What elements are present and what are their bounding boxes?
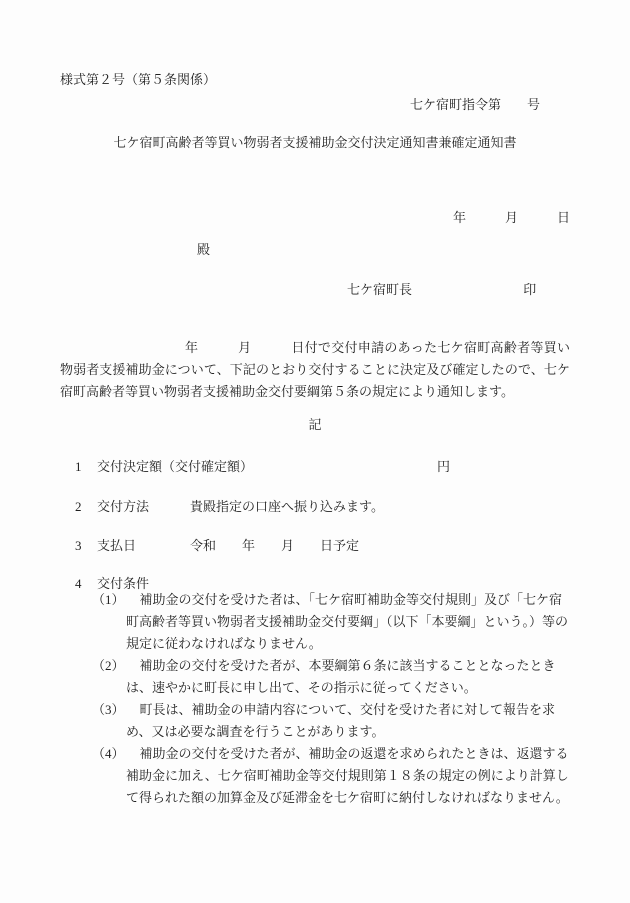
- issuer-name: 七ケ宿町長: [347, 282, 413, 297]
- seal-mark: 印: [523, 282, 537, 297]
- list-item-grant-amount: [75, 456, 570, 478]
- condition-marker: （1）: [92, 592, 125, 607]
- condition-item-4: [92, 743, 570, 809]
- body-paragraph: 年 月 日付で交付申請のあった七ケ宿町高齢者等買い物弱者支援補助金について、下記のとおり交付することに決定及び確定したので、七ケ宿町高齢者等買い物弱者支援補助金交付要綱第５条の規定により通知します。: [60, 340, 570, 399]
- item-label: 支払日: [97, 538, 137, 553]
- recipient-honorific: 殿: [197, 242, 211, 257]
- item-label: 交付決定額（交付確定額）: [97, 459, 254, 474]
- document-title: 七ケ宿町高齢者等買い物弱者支援補助金交付決定通知書兼確定通知書: [113, 135, 517, 150]
- condition-item-2: [92, 655, 570, 699]
- item-value: 令和 年 月 日予定: [190, 538, 360, 553]
- item-value: 貴殿指定の口座へ振り込みます。: [190, 499, 384, 514]
- condition-text: 補助金の交付を受けた者は、「七ケ宿町補助金等交付規則」及び「七ケ宿町高齢者等買い物弱者支援補助金交付要綱」（以下「本要綱」という。）等の規定に従わなければなりません。: [126, 592, 569, 651]
- recipient-line: [60, 239, 570, 261]
- item-number: 2: [75, 499, 82, 514]
- condition-marker: （4）: [92, 746, 125, 761]
- list-item-grant-method: [75, 496, 570, 518]
- directive-number-line: [60, 94, 570, 116]
- issue-date-line: 年 月 日: [452, 210, 570, 225]
- item-number: 4: [75, 576, 82, 591]
- directive-number: 七ケ宿町指令第 号: [409, 97, 540, 112]
- conditions-list: [92, 589, 570, 809]
- item-number: 3: [75, 538, 82, 553]
- item-value: 円: [437, 459, 451, 474]
- item-label: 交付方法: [97, 499, 150, 514]
- issuer-line: [60, 279, 570, 301]
- condition-marker: （2）: [92, 658, 125, 673]
- form-number: 様式第２号（第５条関係）: [60, 72, 217, 87]
- condition-text: 町長は、補助金の申請内容について、交付を受けた者に対して報告を求め、又は必要な調査を行うことがあります。: [126, 702, 555, 739]
- condition-text: 補助金の交付を受けた者が、補助金の返還を求められたときは、返還する補助金に加え、七ケ宿町補助金等交付規則第１８条の規定の例により計算して得られた額の加算金及び延滞金を七ケ宿町に納付しなければなりません。: [126, 746, 569, 805]
- items-list: [75, 456, 570, 595]
- condition-marker: （3）: [92, 702, 125, 717]
- condition-text: 補助金の交付を受けた者が、本要綱第６条に該当することとなったときは、速やかに町長に申し出て、その指示に従ってください。: [126, 658, 556, 695]
- condition-item-1: [92, 589, 570, 655]
- record-marker: 記: [308, 417, 322, 432]
- condition-item-3: [92, 699, 570, 743]
- item-label: 交付条件: [97, 576, 150, 591]
- list-item-payment-date: [75, 535, 570, 557]
- item-number: 1: [75, 459, 82, 474]
